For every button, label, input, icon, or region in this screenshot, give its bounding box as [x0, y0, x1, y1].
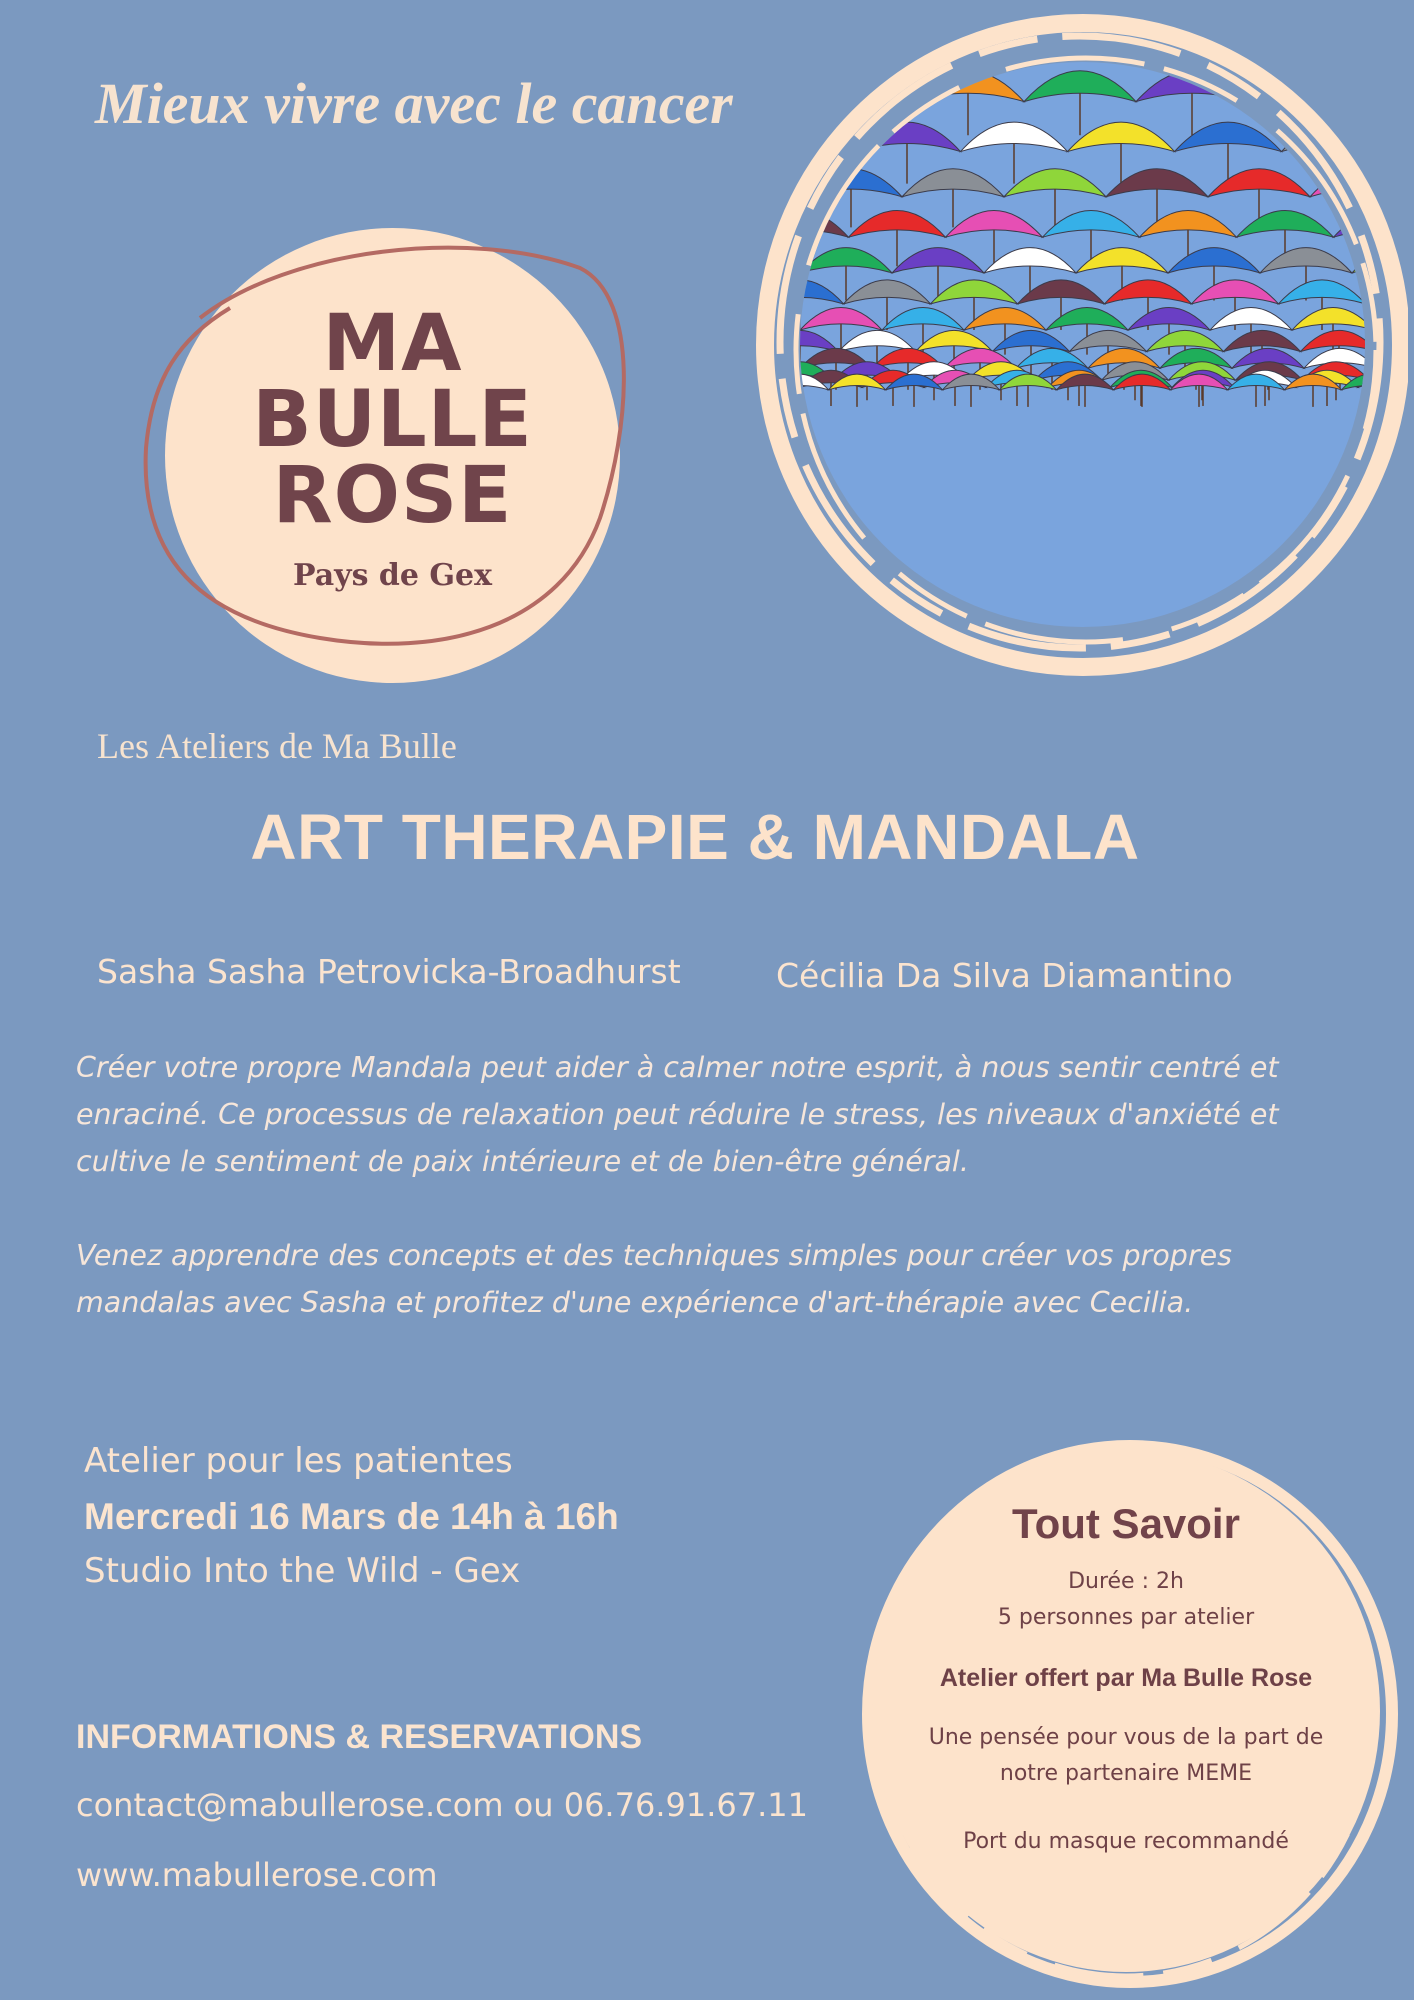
- logo-wordmark: [165, 299, 620, 541]
- logo-line-3: ROSE: [272, 451, 513, 541]
- event-audience: Atelier pour les patientes: [84, 1441, 513, 1481]
- event-date: Mercredi 16 Mars de 14h à 16h: [84, 1496, 619, 1537]
- info-mask: Port du masque recommandé: [963, 1829, 1289, 1854]
- umbrella-photo-circle: [800, 62, 1365, 627]
- headline: ART THERAPIE & MANDALA: [250, 801, 1140, 873]
- info-box: [850, 1432, 1410, 2000]
- info-gift-line: notre partenaire MEME: [999, 1761, 1253, 1786]
- info-gift-line: Une pensée pour vous de la part de: [928, 1725, 1324, 1750]
- info-text: [872, 1498, 1380, 1860]
- umbrellas-image: [800, 62, 1365, 627]
- tagline: Mieux vivre avec le cancer: [95, 71, 733, 136]
- info-title: Tout Savoir: [1012, 1500, 1240, 1547]
- info-duration: Durée : 2h: [1068, 1569, 1184, 1594]
- ma-bulle-rose-logo: [140, 228, 630, 688]
- logo-line-1: MA: [322, 299, 463, 389]
- series-title: Les Ateliers de Ma Bulle: [97, 726, 457, 766]
- event-details: [84, 1434, 619, 1599]
- facilitator-name: Cécilia Da Silva Diamantino: [776, 956, 1233, 995]
- event-location: Studio Into the Wild - Gex: [84, 1551, 521, 1591]
- contact-title: INFORMATIONS & RESERVATIONS: [76, 1718, 643, 1756]
- info-capacity: 5 personnes par atelier: [997, 1605, 1255, 1630]
- contact-line[interactable]: contact@mabullerose.com ou 06.76.91.67.11: [76, 1786, 808, 1824]
- info-offer: Atelier offert par Ma Bulle Rose: [939, 1664, 1313, 1692]
- umbrella-shape: [1292, 308, 1365, 331]
- logo-subtitle: Pays de Gex: [292, 558, 493, 593]
- logo-line-2: BULLE: [252, 375, 533, 465]
- website-link[interactable]: www.mabullerose.com: [76, 1856, 438, 1894]
- facilitator-name: Sasha Sasha Petrovicka-Broadhurst: [97, 952, 681, 991]
- umbrella-photo: [728, 0, 1408, 690]
- description-paragraph: Créer votre propre Mandala peut aider à calmer notre esprit, à nous sentir centré et enraciné. Ce processus de relaxation peut réduire le stress, les niveaux d'anxiété et cultive le sentiment de paix intérieure et de bien-être général.: [76, 1051, 1279, 1178]
- umbrella-shape: [800, 280, 844, 304]
- description-paragraph: Venez apprendre des concepts et des techniques simples pour créer vos propres mandalas avec Sasha et profitez d'une expérience d'art-thérapie avec Cecilia.: [76, 1239, 1232, 1319]
